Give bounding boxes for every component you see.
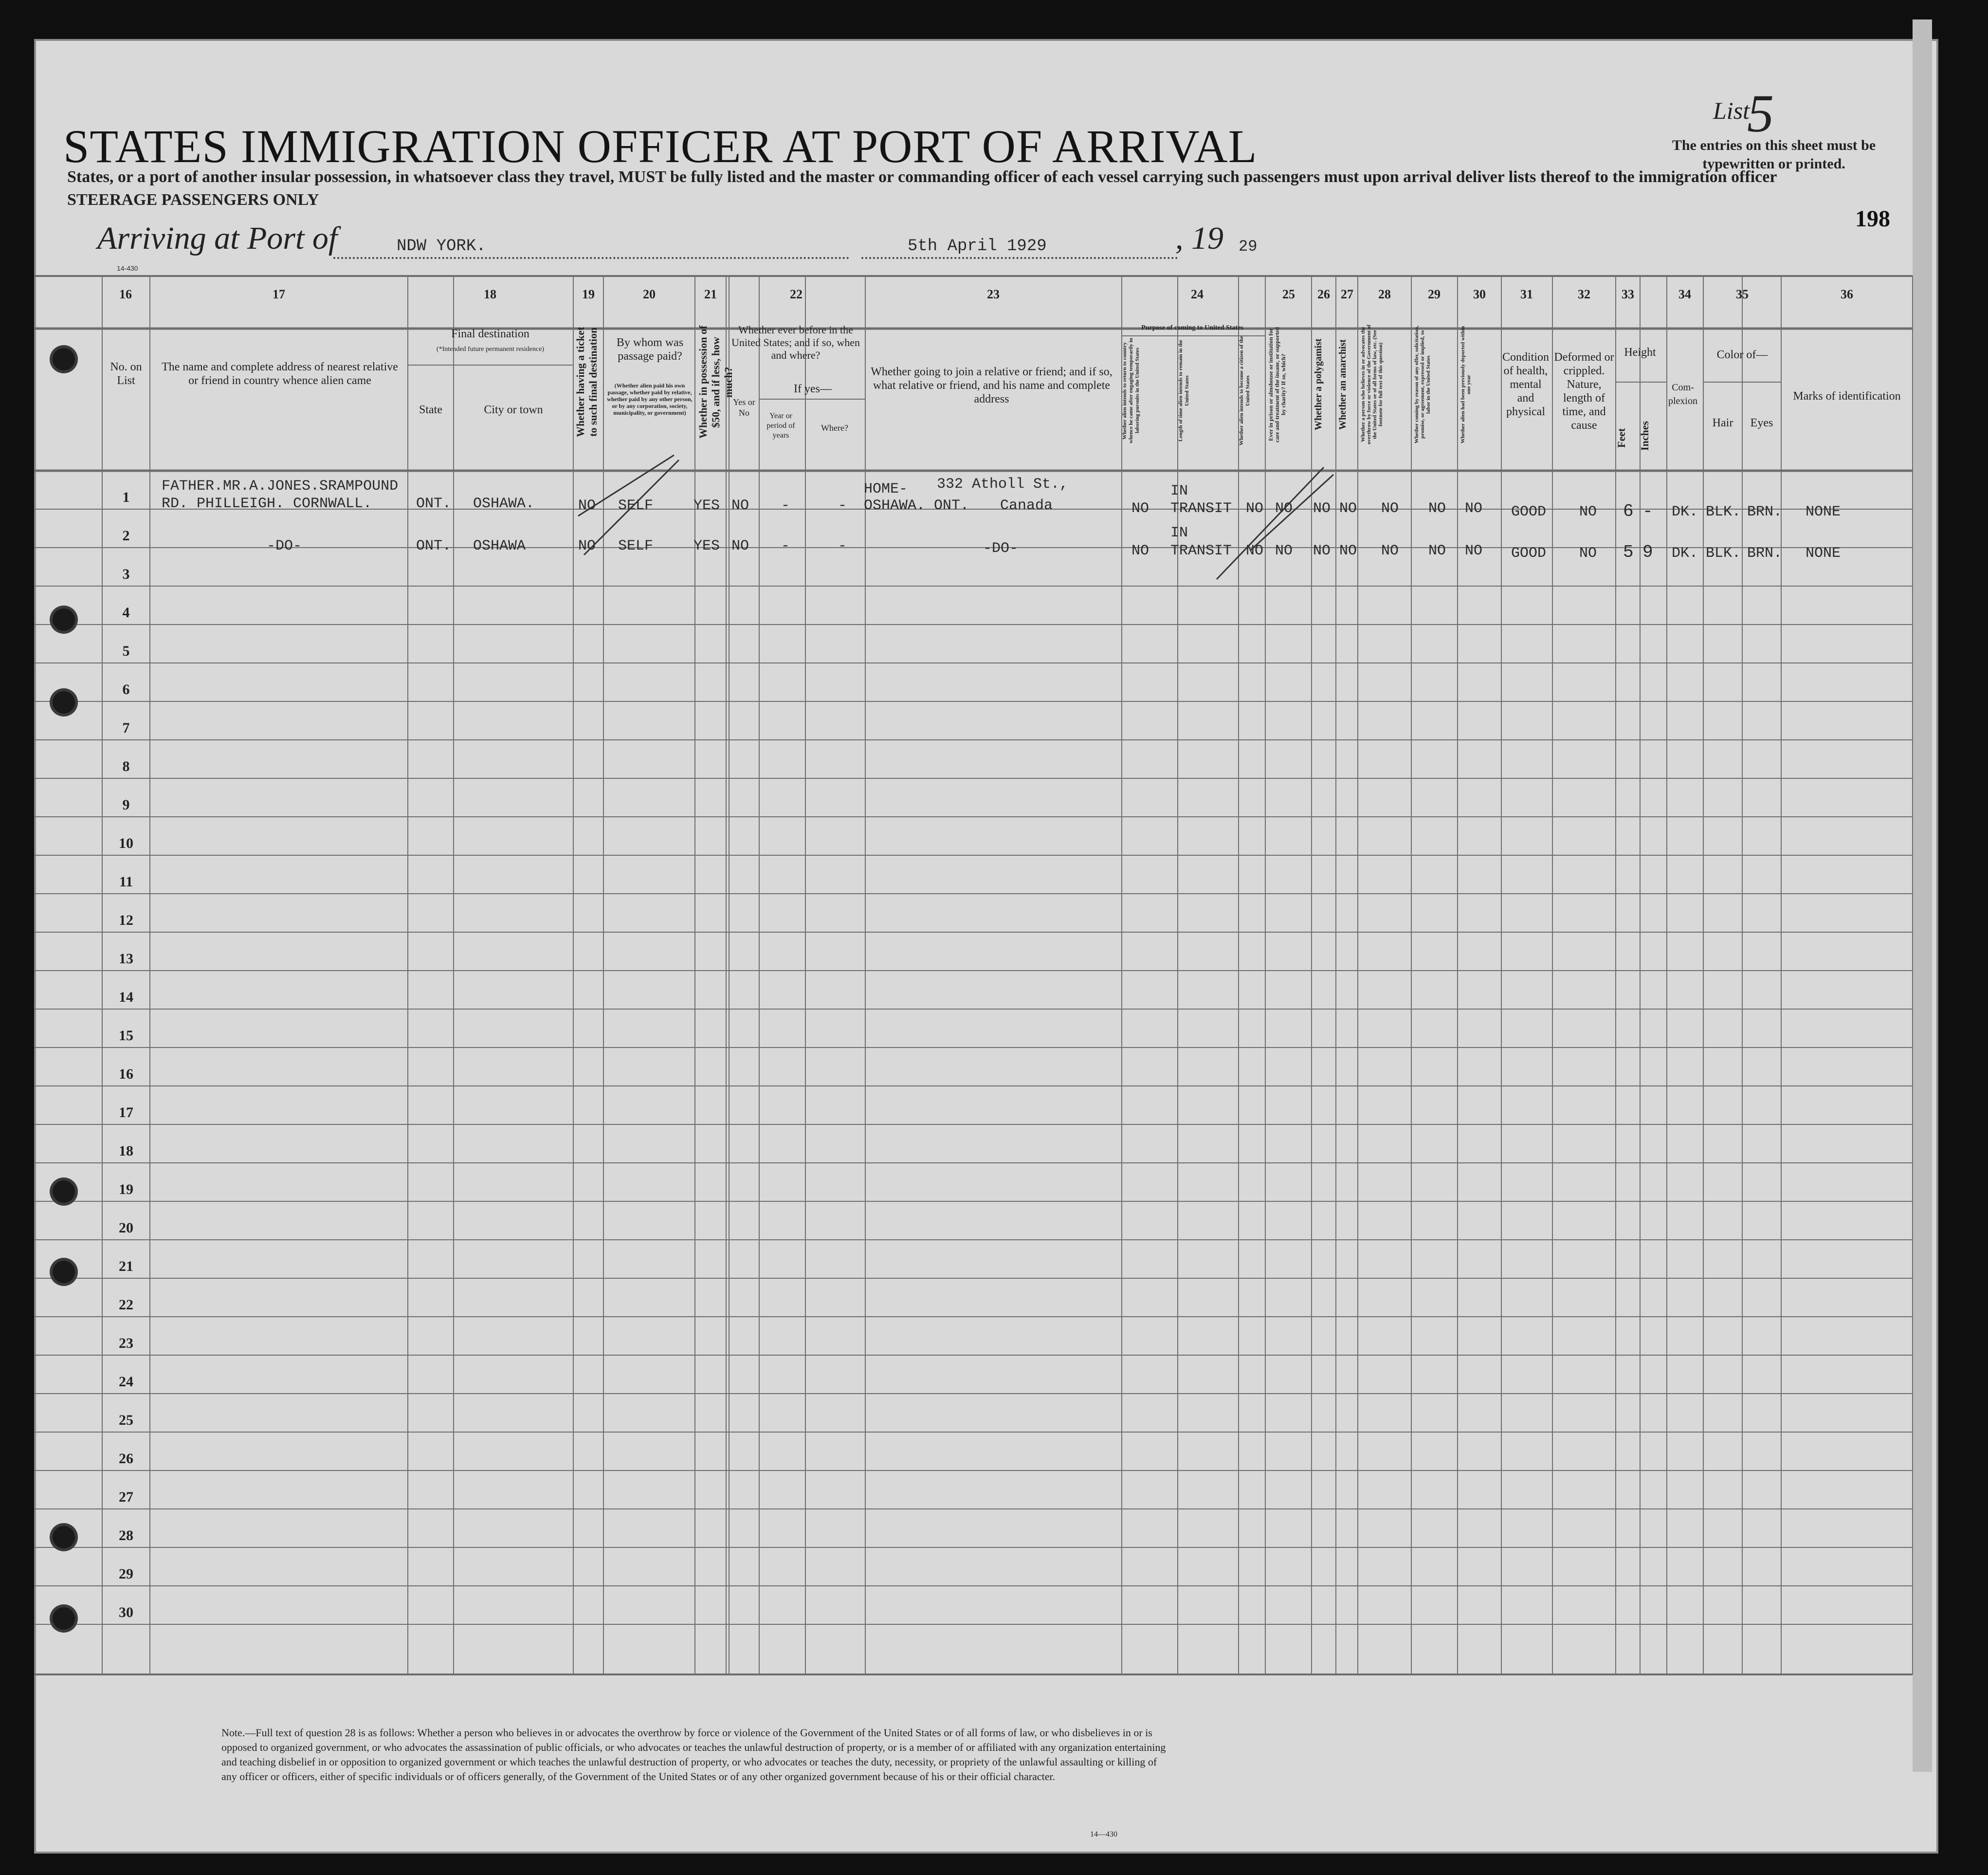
header-color: Color of— — [1716, 349, 1768, 361]
column-number: 18 — [484, 287, 496, 301]
check-stroke — [578, 455, 674, 516]
document-title: STATES IMMIGRATION OFFICER AT PORT OF ARRIVAL — [63, 120, 1258, 172]
row-number: 6 — [122, 681, 130, 698]
row-number: 17 — [119, 1104, 133, 1121]
row1-polygamist: NO — [1313, 500, 1331, 517]
steerage-label: STEERAGE PASSENGERS ONLY — [67, 191, 319, 209]
row2-length-line2: TRANSIT — [1170, 543, 1232, 559]
column-number: 17 — [273, 287, 285, 301]
row-number: 23 — [119, 1335, 133, 1351]
row1-anarchist: NO — [1339, 500, 1357, 517]
document-subtitle: States, or a port of another insular possession, in whatsoever class they travel, MUST be fully listed and the master or commanding officer of each vessel carrying such passengers must upon arrival deliver lists thereof to the immigration officer — [67, 168, 1777, 186]
row-number: 12 — [119, 912, 133, 928]
row-number: 18 — [119, 1143, 133, 1159]
header-q28: Whether a person who believes in or advocates the overthrow by force or violence of the Government of the United States or of all forms of law, etc. (See footnote for full text of this question) — [1360, 324, 1384, 445]
column-number: 31 — [1520, 287, 1533, 301]
footnote: Note.—Full text of question 28 is as follows: Whether a person who believes in or advocates the overthrow by force or violence of the Government of the United States or of all forms of law, or who disbelieves in or is opposed to organized government, or who advocates the assassination of public officials, or who advocates or teaches the unlawful destruction of property, or is a member of or affiliated with any organization entertaining and teaching disbelief in or opposition to organized government or which teaches the unlawful destruction of property, or who advocates or teaches the duty, necessity, or propriety of the unlawful assaulting or killing of any officer or officers, either of specific individuals or of officers generally, of the Government of the United States or of any other organized government because of his or their official character. — [221, 1727, 1166, 1783]
header-ticket: Whether having a ticket to such final destination — [574, 327, 599, 438]
row-number: 30 — [119, 1604, 133, 1620]
header-polygamist: Whether a polygamist — [1313, 338, 1324, 431]
row2-return: NO — [1131, 543, 1149, 559]
check-stroke — [1217, 467, 1324, 579]
header-complexion: Com-plexion — [1668, 382, 1697, 406]
row1-city: OSHAWA. — [473, 496, 535, 512]
column-number: 34 — [1678, 287, 1691, 301]
row2-city: OSHAWA — [473, 538, 526, 554]
header-anarchist: Whether an anarchist — [1337, 339, 1348, 430]
header-yes-no: Yes or No — [733, 397, 755, 418]
row1-length-line1: IN — [1170, 483, 1188, 499]
row1-length-line2: TRANSIT — [1170, 500, 1232, 517]
header-relative: The name and complete address of nearest relative or friend in country whence alien came — [162, 361, 398, 387]
list-label: List — [1713, 97, 1750, 124]
column-number: 29 — [1428, 287, 1441, 301]
row1-q28: NO — [1381, 500, 1399, 517]
row2-inches: 9 — [1642, 542, 1653, 562]
year-prefix: , 19 — [1175, 221, 1223, 256]
binder-hole — [53, 1261, 75, 1283]
row1-relative-line2: RD. PHILLEIGH. CORNWALL. — [162, 496, 372, 512]
header-height: Height — [1624, 346, 1656, 359]
row-number: 3 — [122, 566, 130, 582]
binder-hole — [53, 348, 75, 370]
row1-money: YES — [693, 497, 720, 514]
row2-before: NO — [731, 538, 749, 554]
row2-q29: NO — [1428, 543, 1446, 559]
row2-length-line1: IN — [1170, 525, 1188, 541]
row1-join-line1b: 332 Atholl St., — [937, 476, 1069, 493]
header-citizen-intent: Whether alien intends to become a citizen of the United States — [1239, 336, 1251, 445]
row1-complexion: DK. — [1672, 504, 1698, 520]
header-marks: Marks of identification — [1793, 390, 1901, 403]
row-number: 13 — [119, 951, 133, 967]
row-number: 15 — [119, 1028, 133, 1044]
column-number: 25 — [1282, 287, 1295, 301]
row-number: 27 — [119, 1489, 133, 1505]
column-number: 26 — [1317, 287, 1330, 301]
header-prison: Ever in prison or almshouse or institution for care and treatment of the insane, or supported by charity? If so, which? — [1267, 327, 1287, 442]
header-city: City or town — [484, 404, 543, 416]
row-number: 25 — [119, 1412, 133, 1428]
header-length-stay: Length of time alien intends to remain in the United States — [1178, 340, 1190, 441]
row-number: 28 — [119, 1527, 133, 1544]
column-number: 27 — [1341, 287, 1353, 301]
column-number: 33 — [1622, 287, 1634, 301]
row1-join-line2: OSHAWA. ONT. — [864, 497, 969, 514]
row2-complexion: DK. — [1672, 545, 1698, 562]
header-deformed: Deformed or crippled. Nature, length of time, and cause — [1554, 351, 1614, 432]
header-feet: Feet — [1615, 428, 1627, 448]
row2-health: GOOD — [1511, 545, 1547, 562]
row1-health: GOOD — [1511, 504, 1547, 520]
row1-paid-by: SELF — [618, 497, 654, 514]
check-stroke — [584, 460, 679, 555]
row-number: 7 — [122, 720, 130, 736]
port-value: NDW YORK. — [397, 237, 486, 256]
binder-hole — [53, 691, 75, 714]
row2-paid-by: SELF — [618, 538, 654, 554]
row-number: 24 — [119, 1374, 133, 1390]
header-health: Condition of health, mental and physical — [1502, 351, 1549, 418]
header-passage-paid: By whom was passage paid? — [616, 336, 684, 363]
row1-inches: - — [1642, 501, 1653, 521]
row1-citizen: NO — [1246, 500, 1264, 517]
row-number: 8 — [122, 758, 130, 774]
column-number: 28 — [1378, 287, 1391, 301]
header-return-intent: Whether alien intends to return to country whence he came after engaging temporarily in laboring pursuits in the United States — [1122, 338, 1140, 443]
column-number: 22 — [790, 287, 802, 301]
header-passage-note: (Whether alien paid his own passage, whether paid by relative, whether paid by any other person, or by any corporation, society, municipality, or government) — [607, 382, 693, 416]
header-if-yes: If yes— — [794, 383, 832, 395]
column-number: 21 — [704, 287, 717, 301]
row1-join-line1: HOME- — [864, 481, 908, 497]
row2-polygamist: NO — [1313, 543, 1331, 559]
row2-eyes: BRN. — [1747, 545, 1783, 562]
column-number: 30 — [1473, 287, 1486, 301]
binder-hole — [53, 608, 75, 631]
row2-marks: NONE — [1806, 545, 1841, 562]
row2-ticket: NO — [578, 538, 596, 554]
row2-hair: BLK. — [1706, 545, 1741, 562]
row2-money: YES — [693, 538, 720, 554]
column-number: 23 — [987, 287, 1000, 301]
row-number: 16 — [119, 1066, 133, 1082]
column-number: 35 — [1736, 287, 1749, 301]
row-number: 2 — [122, 528, 130, 544]
date-value: 5th April 1929 — [908, 237, 1047, 256]
header-q30: Whether alien had been previously deported within one year — [1460, 326, 1472, 443]
header-before-us: Whether ever before in the United States; and if so, when and where? — [731, 324, 860, 361]
header-final-destination-note: (*Intended future permanent residence) — [436, 346, 545, 353]
row1-where: - — [838, 497, 847, 514]
row-number: 14 — [119, 989, 133, 1005]
arriving-label: Arriving at Port of — [97, 221, 338, 256]
row2-feet: 5 — [1623, 542, 1634, 562]
header-inches: Inches — [1639, 421, 1651, 451]
row-number: 29 — [119, 1566, 133, 1582]
row1-eyes: BRN. — [1747, 504, 1783, 520]
row1-year: - — [781, 497, 790, 514]
row1-deformed: NO — [1579, 504, 1597, 520]
header-eyes: Eyes — [1750, 417, 1773, 429]
row-number: 20 — [119, 1220, 133, 1236]
row2-where: - — [838, 538, 847, 554]
header-hair: Hair — [1712, 417, 1733, 429]
row2-join: -DO- — [983, 540, 1019, 557]
row1-q30: NO — [1465, 500, 1483, 517]
row2-q30: NO — [1465, 543, 1483, 559]
binder-hole — [53, 1180, 75, 1203]
header-join-relative: Whether going to join a relative or friend; and if so, what relative or friend, and his name and complete address — [871, 366, 1113, 405]
row-number: 5 — [122, 643, 130, 659]
binder-hole — [53, 1526, 75, 1548]
row2-prison: NO — [1275, 543, 1293, 559]
column-number: 32 — [1578, 287, 1590, 301]
row-number: 21 — [119, 1258, 133, 1274]
row2-state: ONT. — [416, 538, 452, 554]
row-number: 11 — [119, 874, 133, 890]
row2-q28: NO — [1381, 543, 1399, 559]
row1-feet: 6 — [1623, 501, 1634, 521]
column-number: 36 — [1841, 287, 1853, 301]
list-number: 5 — [1747, 84, 1774, 143]
row-number: 19 — [119, 1181, 133, 1197]
row2-relative: -DO- — [267, 538, 302, 554]
row2-deformed: NO — [1579, 545, 1597, 562]
row1-ticket: NO — [578, 497, 596, 514]
row1-marks: NONE — [1806, 504, 1841, 520]
row2-year: - — [781, 538, 790, 554]
column-number: 16 — [119, 287, 132, 301]
header-where: Where? — [821, 423, 848, 433]
row-number: 10 — [119, 835, 133, 851]
year-suffix: 29 — [1239, 238, 1258, 256]
header-year-period: Year or period of years — [766, 412, 795, 440]
row-number: 1 — [122, 489, 130, 505]
row1-hair: BLK. — [1706, 504, 1741, 520]
header-purpose: Purpose of coming to United States — [1141, 324, 1243, 331]
row-number: 26 — [119, 1451, 133, 1467]
row1-join-line2b: Canada — [1000, 497, 1053, 514]
header-money: Whether in possession of $50, and if less, how much? — [697, 325, 734, 439]
row1-q29: NO — [1428, 500, 1446, 517]
row-number: 22 — [119, 1297, 133, 1313]
page-number: 198 — [1855, 206, 1890, 232]
check-stroke — [1251, 475, 1333, 550]
header-no-on-list: No. on List — [110, 361, 142, 387]
form-code: 14-430 — [117, 264, 138, 272]
footer-code: 14—430 — [1090, 1830, 1117, 1838]
row2-anarchist: NO — [1339, 543, 1357, 559]
column-number: 20 — [643, 287, 656, 301]
column-number: 24 — [1191, 287, 1204, 301]
row1-before: NO — [731, 497, 749, 514]
binder-hole — [53, 1607, 75, 1630]
row1-relative-line1: FATHER.MR.A.JONES.SRAMPOUND — [162, 478, 399, 495]
row-number: 9 — [122, 797, 130, 813]
row-number: 4 — [122, 605, 130, 621]
row2-citizen: NO — [1246, 543, 1264, 559]
column-number: 19 — [582, 287, 595, 301]
header-q29: Whether coming by reason of any offer, solicitation, promise, or agreement, expressed or implied, to labor in the United States — [1414, 325, 1431, 444]
header-final-destination: Final destination — [451, 328, 529, 340]
typewritten-note: The entries on this sheet must be typewritten or printed. — [1672, 137, 1876, 172]
row1-return: NO — [1131, 500, 1149, 517]
row1-prison: NO — [1275, 500, 1293, 517]
row1-state: ONT. — [416, 496, 452, 512]
header-state: State — [419, 404, 442, 416]
